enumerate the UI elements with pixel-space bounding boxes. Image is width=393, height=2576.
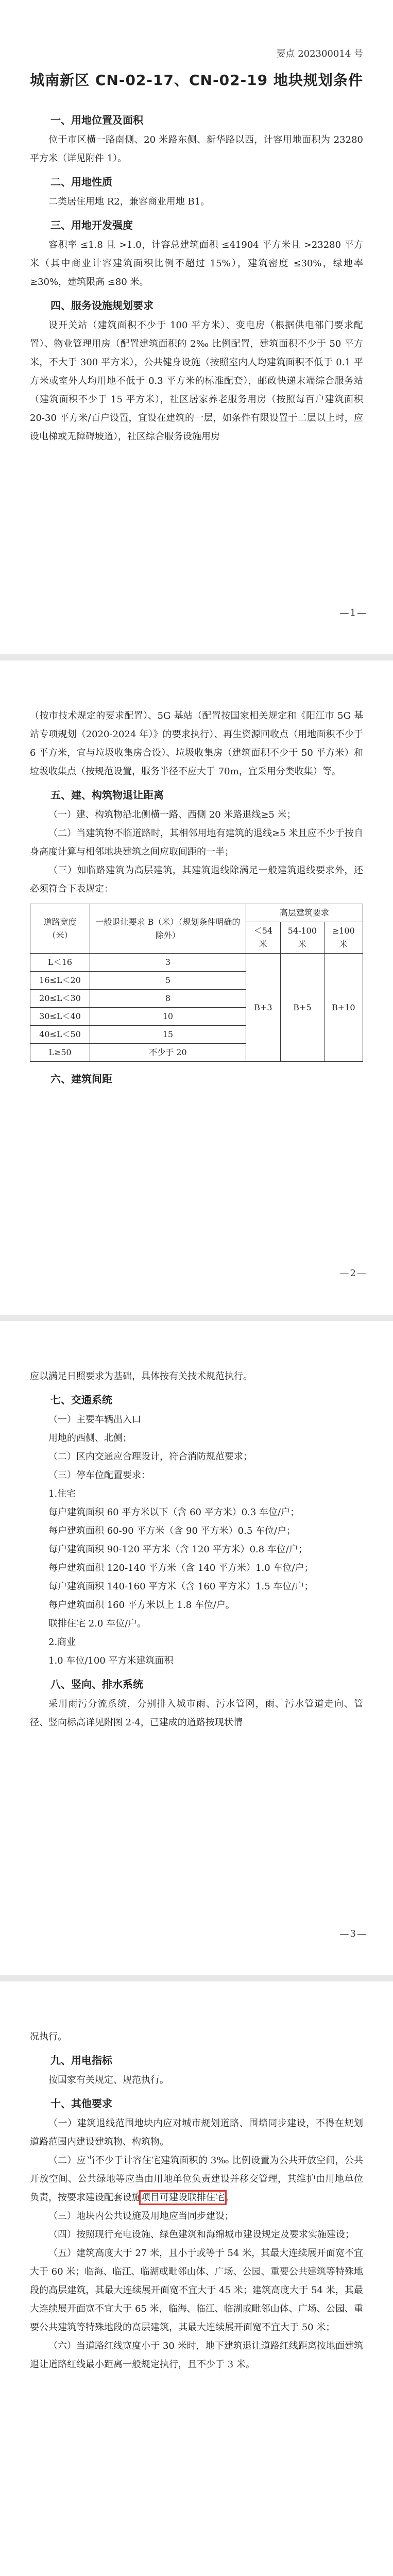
section-heading: 十、其他要求 [50,2097,112,2110]
paragraph: （一）主要车辆出入口 [48,1414,141,1425]
section-heading: 五、建、构筑物退让距离 [50,789,164,801]
table-cell: B+10 [324,954,363,1062]
paragraph: 况执行。 [30,2031,67,2042]
paragraph: 每户建筑面积 60 平方米以下（含 60 平方米）0.3 车位/户； [48,1507,300,1518]
paragraph-text: （二）应当不少于计容住宅建筑面积的 3‰ 比例设置为公共开放空间，公共开放空间、公共绿地等应当由用地单位负责建设并移交管理，其维护由用地单位负责，按要求建设配套设施 [30,2155,363,2203]
table-header: ＜54 米 [246,922,280,954]
paragraph: （三）如临路建筑为高层建筑，其建筑退线除满足一般建筑退线要求外，还必须符合下表规定： [30,865,363,894]
paragraph: 设开关站（建筑面积不少于 100 平方米）、变电房（根据供电部门要求配置）、物业管理用房（配置建筑面积的 2‰ 比例配置，建筑面积不少于 50 平方米，不大于 300 平方米），公共健身设施（按照室内人均建筑面积不低于 0.1 平方米或室外人均用地不低于 0.3 平方米的标准配套），邮政快递末端综合服务站（建筑面积不少于 15 平方米），社区居家养老服务用房（按照每百户建筑面积 20-30 平方米/百户设置，宜设在建筑的一层，如条件有限设置于二层以上时，应设电梯或无障碍坡道），社区综合服务设施用房 [30,320,363,442]
paragraph-text: 。 [225,2192,234,2203]
table-header: 一般退让要求 B（米）（规划条件明确的除外） [90,904,246,954]
document-title: 城南新区 CN-02-17、CN-02-19 地块规划条件 [30,72,363,89]
table-cell: 10 [90,1008,246,1026]
paragraph: 1.住宅 [48,1488,76,1499]
highlighted-text: 项目可建设联排住宅 [141,2192,225,2203]
document-number: 要点 202300014 号 [276,48,363,59]
paragraph: 采用雨污分流系统，分别排入城市雨、污水管网，雨、污水管道走向、管径、竖向标高详见附图 2-4，已建成的道路按现状情 [30,1699,363,1728]
section-heading: 二、用地性质 [50,176,112,188]
paragraph: （二）当建筑物不临道路时，其相邻用地有建筑的退线≥5 米且应不少于按自身高度计算与相邻地块建筑之间应取间距的一半； [30,828,363,857]
table-cell: 3 [90,954,246,972]
table-cell: 20≤L＜30 [30,990,90,1008]
paragraph: 用地的西侧、北侧； [48,1433,132,1444]
table-cell: L＜16 [30,954,90,972]
paragraph: （一）建、构筑物沿北侧横一路、西侧 20 米路退线≥5 米； [48,809,296,820]
paragraph: 二类居住用地 R2，兼容商业用地 B1。 [48,196,210,207]
paragraph: （五）建筑高度大于 27 米，且小于或等于 54 米，其最大连续展开面宽不宜大于 60 米；临海、临江、临湖或毗邻山体、广场、公园、重要公共建筑等特殊地段的高层建筑，其最大连续展开面宽不宜大于 45 米；建筑高度大于 54 米，其最大连续展开面宽不宜大于 65 米，临海、临江、临湖或毗邻山体、广场、公园、重要公共建筑等特殊地段的高层建筑，其最大连续展开面宽不宜大于 50 米； [30,2248,363,2333]
table-cell: 5 [90,972,246,990]
paragraph: 每户建筑面积 120-140 平方米（含 140 平方米）1.0 车位/户； [48,1563,314,1573]
table-cell: 8 [90,990,246,1008]
table-cell: 30≤L＜40 [30,1008,90,1026]
page-number: —3— [339,1928,367,1939]
section-heading: 四、服务设施规划要求 [50,299,153,312]
table-cell: 16≤L＜20 [30,972,90,990]
table-row [30,954,363,972]
page-number: —2— [339,1268,367,1279]
paragraph: 1.0 车位/100 平方米建筑面积 [48,1655,174,1666]
paragraph: 每户建筑面积 160 平方米以上 1.8 车位/户。 [48,1600,235,1611]
paragraph: 每户建筑面积 140-160 平方米（含 160 平方米）1.5 车位/户； [48,1581,314,1592]
section-heading: 八、竖向、排水系统 [50,1678,143,1690]
paragraph: 每户建筑面积 60-90 平方米（含 90 平方米）0.5 车位/户； [48,1526,296,1536]
paragraph: 容积率 ≤1.8 且 >1.0，计容总建筑面积 ≤41904 平方米且 >23280 平方米（其中商业计容建筑面积比例不超过 15%），建筑密度 ≤30%，绿地率 ≥30%，建筑限高 ≤80 米。 [30,240,363,287]
paragraph: 2.商业 [48,1637,76,1648]
document-page-1 [0,0,393,654]
table-cell: 15 [90,1026,246,1044]
section-heading: 三、用地开发强度 [50,219,133,231]
document-page-3 [0,1321,393,1975]
paragraph: （六）当道路红线宽度小于 30 米时，地下建筑退让道路红线距离按地面建筑退让道路红线最小距离一般规定执行，且不少于 3 米。 [30,2341,363,2370]
paragraph: （三）地块内公共设施及用地应当同步建设； [48,2211,234,2222]
page-number: —1— [339,607,367,618]
paragraph: 按国家有关规定、规范执行。 [48,2075,169,2086]
table-cell: B+3 [246,954,280,1062]
paragraph: 联排住宅 2.0 车位/户。 [48,1618,147,1629]
table-header: 高层建筑要求 [246,904,363,922]
table-cell: 40≤L＜50 [30,1026,90,1044]
paragraph: 每户建筑面积 90-120 平方米（含 120 平方米）0.8 车位/户； [48,1544,307,1555]
paragraph: （一）建筑退线范围地块内应对城市规划道路、围墙同步建设，不得在规划道路范围内建设建筑物、构筑物。 [30,2118,363,2147]
document-page-4 [0,1981,393,2576]
table-header: 道路宽度（米） [30,904,90,954]
table-cell: B+5 [281,954,324,1062]
section-heading: 七、交通系统 [50,1394,112,1406]
section-heading: 六、建筑间距 [50,1073,112,1085]
paragraph: （二）区内交通应合理设计，符合消防规范要求； [48,1451,252,1462]
document-page-2 [0,660,393,1315]
section-heading: 九、用电指标 [50,2054,112,2066]
paragraph: 位于市区横一路南侧、20 米路东侧、新华路以西，计容用地面积为 23280 平方米（详见附件 1）。 [30,134,363,164]
paragraph: （三）停车位配置要求： [48,1470,150,1481]
table-header: ≥100 米 [324,922,363,954]
setback-table [30,904,363,1062]
paragraph: （按市技术规定的要求配置）、5G 基站（配置按国家相关规定和《阳江市 5G 基站专项规划（2020-2024 年）》的要求执行）、再生资源回收点（用地面积不少于 6 平方米，宜与垃圾收集房合设）、垃圾收集房（建筑面积不少于 50 平方米）和垃圾收集点（按规范设置，服务半径不应大于 70m，宜采用分类收集）等。 [30,710,363,777]
paragraph: （四）按照现行充电设施、绿色建筑和海绵城市建设规定及要求实施建设； [48,2229,354,2240]
table-header: 54-100 米 [281,922,324,954]
table-cell: 不少于 20 [90,1044,246,1062]
table-cell: L≥50 [30,1044,90,1062]
paragraph [30,2151,363,2207]
section-heading: 一、用地位置及面积 [50,114,143,126]
paragraph: 应以满足日照要求为基础，具体按有关技术规范执行。 [30,1371,252,1382]
